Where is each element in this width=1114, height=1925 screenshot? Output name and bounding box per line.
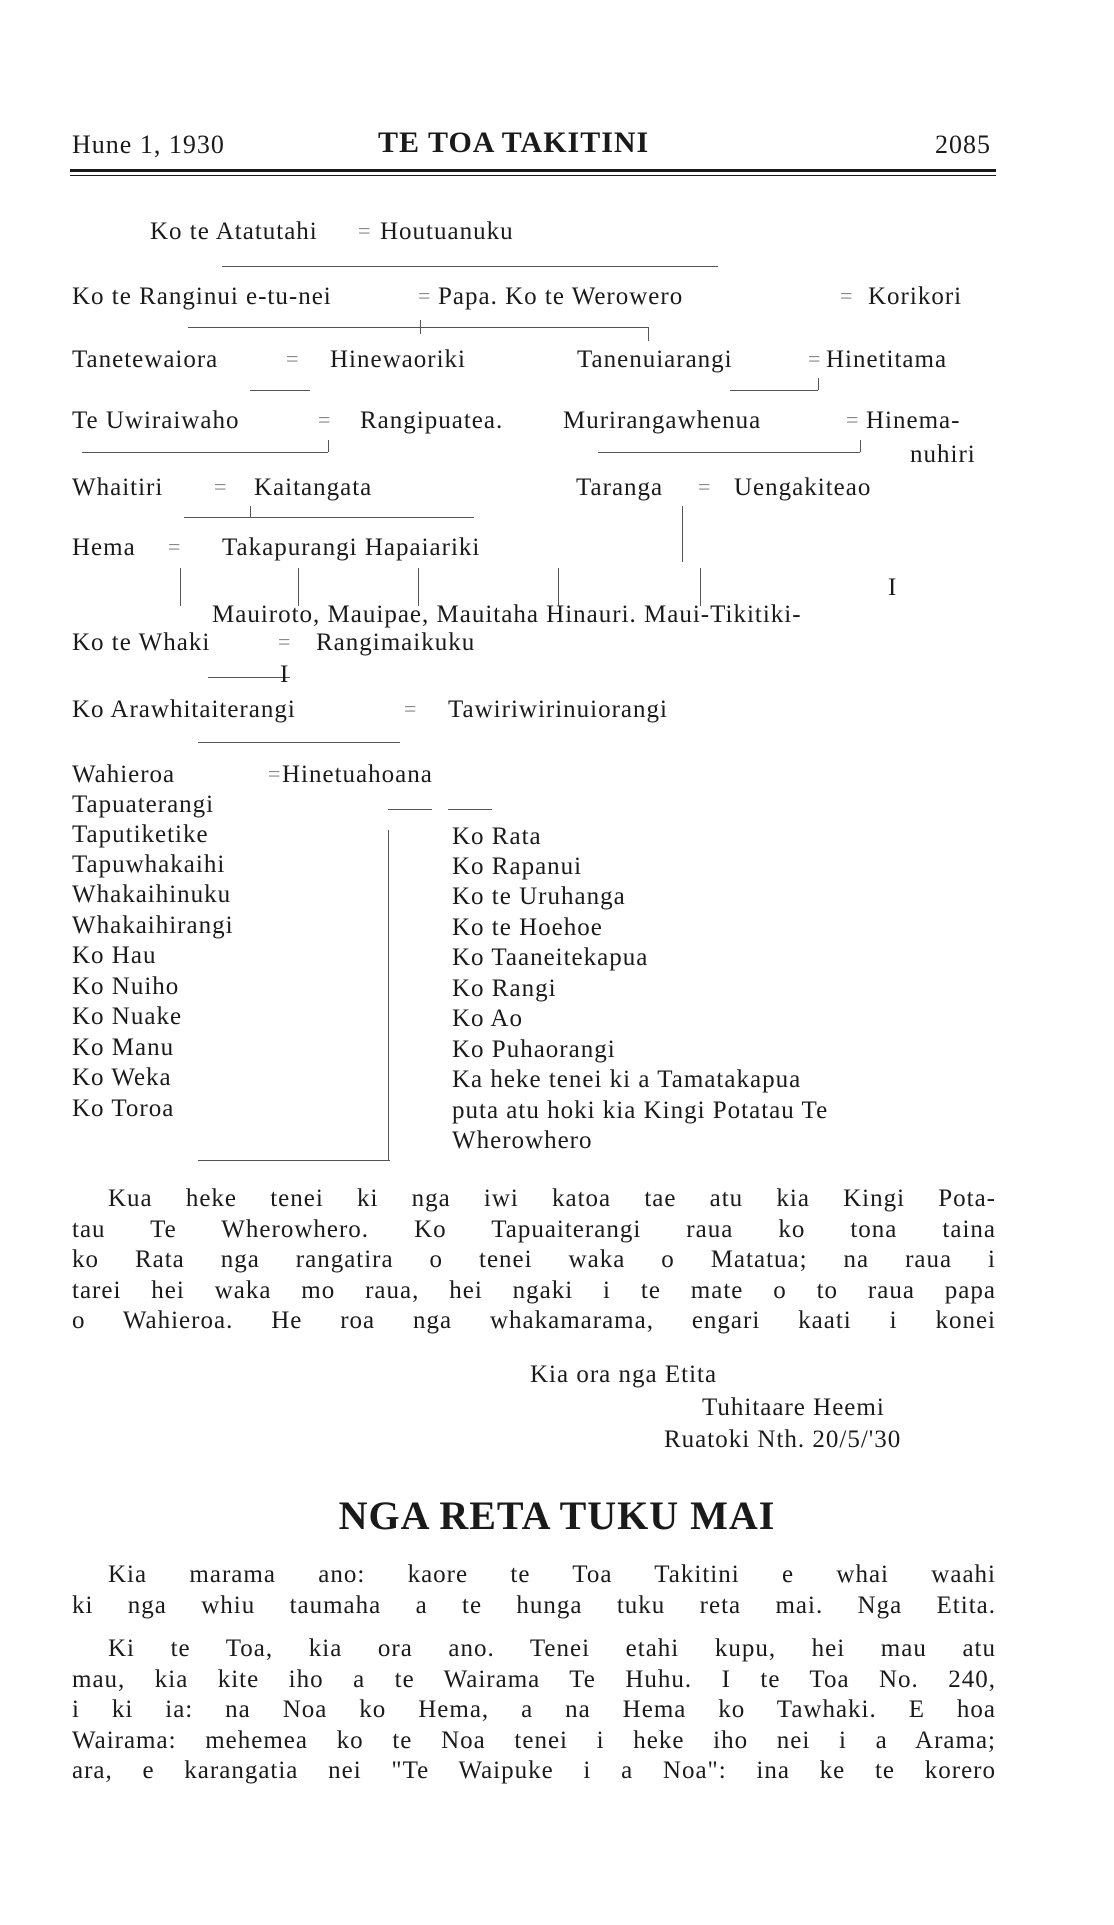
paragraph-line: ko Rata nga rangatira o tenei waka o Matatua; na raua i bbox=[72, 1246, 996, 1273]
paragraph-line: Kia marama ano: kaore te Toa Takitini e whai waahi bbox=[108, 1561, 996, 1588]
genealogy-name: Kaitangata bbox=[254, 474, 373, 501]
body-paragraph bbox=[72, 1184, 996, 1337]
genealogy-name: Korikori bbox=[868, 283, 963, 310]
page-title: TE TOA TAKITINI bbox=[378, 126, 650, 159]
list-item: Whakaihirangi bbox=[72, 912, 234, 939]
descent-line bbox=[648, 327, 649, 341]
genealogy-name: Rangimaikuku bbox=[316, 629, 476, 656]
descent-line bbox=[420, 320, 421, 334]
list-item: Ko te Uruhanga bbox=[452, 883, 626, 910]
marriage-sign: = bbox=[268, 761, 281, 786]
list-item: Ko Toroa bbox=[72, 1095, 175, 1122]
genealogy-name: Whaitiri bbox=[72, 474, 164, 501]
genealogy-name: nuhiri bbox=[910, 441, 976, 468]
genealogy-name: Hinetitama bbox=[826, 346, 948, 373]
list-item: puta atu hoki kia Kingi Potatau Te bbox=[452, 1097, 829, 1124]
marriage-sign: = bbox=[278, 629, 291, 654]
marriage-sign: = bbox=[214, 474, 227, 499]
marriage-sign: = bbox=[318, 407, 331, 432]
genealogy-name: Ko Arawhitaiterangi bbox=[72, 696, 296, 723]
list-item: Taputiketike bbox=[72, 821, 209, 848]
descent-line bbox=[388, 809, 432, 810]
list-item: Ko Rata bbox=[452, 823, 542, 850]
list-item: Ko Ao bbox=[452, 1005, 523, 1032]
marriage-sign: = bbox=[698, 474, 711, 499]
descent-line bbox=[818, 378, 819, 390]
signoff-name: Tuhitaare Heemi bbox=[702, 1394, 885, 1421]
descent-line bbox=[448, 809, 492, 810]
paragraph-line: tau Te Wherowhero. Ko Tapuaiterangi raua ko tona taina bbox=[72, 1215, 996, 1243]
header-date: Hune 1, 1930 bbox=[72, 130, 225, 159]
list-item: Ko te Hoehoe bbox=[452, 914, 603, 941]
list-item: Ko Puhaorangi bbox=[452, 1036, 616, 1063]
genealogy-name: Rangipuatea. bbox=[360, 407, 504, 434]
body-paragraph bbox=[72, 1634, 996, 1787]
list-item: Ko Rangi bbox=[452, 975, 557, 1002]
descent-line bbox=[188, 327, 648, 328]
genealogy-name: Taranga bbox=[576, 474, 664, 501]
paragraph-line: mau, kia kite iho a te Wairama Te Huhu. I te Toa No. 240, bbox=[72, 1665, 996, 1693]
list-item: Ko Manu bbox=[72, 1034, 175, 1061]
list-item: Whakaihinuku bbox=[72, 881, 232, 908]
list-item: Ko Hau bbox=[72, 942, 157, 969]
descent-line bbox=[598, 452, 860, 453]
signoff-greeting: Kia ora nga Etita bbox=[530, 1361, 718, 1388]
descent-line bbox=[208, 677, 290, 678]
marriage-sign: = bbox=[808, 346, 821, 371]
descent-line bbox=[730, 390, 818, 391]
list-item: Tapuwhakaihi bbox=[72, 851, 226, 878]
header-rule-thin bbox=[70, 175, 996, 176]
paragraph-line: ara, e karangatia nei "Te Waipuke i a Noa": ina ke te korero bbox=[72, 1757, 996, 1784]
genealogy-name: Ko te Atatutahi bbox=[150, 218, 318, 245]
genealogy-name: Uengakiteao bbox=[734, 474, 872, 501]
genealogy-name: Tanetewaiora bbox=[72, 346, 219, 373]
list-item: Ko Rapanui bbox=[452, 853, 583, 880]
list-item: Tapuaterangi bbox=[72, 791, 215, 818]
paragraph-line: Kua heke tenei ki nga iwi katoa tae atu kia Kingi Pota- bbox=[108, 1185, 996, 1212]
genealogy-name: Mauiroto, Mauipae, Mauitaha Hinauri. Maui-Tikitiki- bbox=[212, 601, 802, 628]
genealogy-name: Wahieroa bbox=[72, 761, 176, 788]
genealogy-name: Tawiriwirinuiorangi bbox=[448, 696, 668, 723]
genealogy-name: Takapurangi Hapaiariki bbox=[222, 534, 481, 561]
genealogy-name: Ko te Whaki bbox=[72, 629, 211, 656]
descent-line bbox=[222, 266, 718, 267]
marriage-sign: = bbox=[418, 283, 431, 308]
paragraph-line: Ki te Toa, kia ora ano. Tenei etahi kupu, hei mau atu bbox=[108, 1635, 996, 1662]
genealogy-name: Houtuanuku bbox=[380, 218, 514, 245]
descent-line bbox=[82, 452, 328, 453]
descent-line bbox=[198, 1160, 390, 1161]
descent-line bbox=[180, 568, 181, 606]
descent-line bbox=[388, 830, 389, 1160]
marriage-sign: = bbox=[286, 346, 299, 371]
list-item: Ko Taaneitekapua bbox=[452, 944, 649, 971]
header-rule-thick bbox=[70, 169, 996, 172]
marriage-sign: = bbox=[404, 696, 417, 721]
list-item: Ko Nuiho bbox=[72, 973, 180, 1000]
genealogy-name: Hinewaoriki bbox=[330, 346, 466, 373]
list-item: Wherowhero bbox=[452, 1127, 593, 1154]
marriage-sign: = bbox=[168, 534, 181, 559]
paragraph-line: tarei hei waka mo raua, hei ngaki i te mate o to raua papa bbox=[72, 1276, 996, 1304]
descent-line bbox=[682, 506, 683, 530]
bar-glyph: I bbox=[280, 661, 290, 688]
paragraph-line: o Wahieroa. He roa nga whakamarama, engari kaati i konei bbox=[72, 1307, 996, 1334]
genealogy-name: Hinetuahoana bbox=[282, 761, 433, 788]
marriage-sign: = bbox=[840, 283, 853, 308]
bar-glyph: I bbox=[888, 574, 898, 601]
descent-line bbox=[184, 517, 474, 518]
marriage-sign: = bbox=[846, 407, 859, 432]
list-item: Ko Nuake bbox=[72, 1003, 183, 1030]
genealogy-name: Ko te Ranginui e-tu-nei bbox=[72, 283, 332, 310]
descent-line bbox=[328, 440, 329, 452]
list-item: Ka heke tenei ki a Tamatakapua bbox=[452, 1066, 802, 1093]
genealogy-name: Tanenuiarangi bbox=[577, 346, 733, 373]
genealogy-name: Papa. Ko te Werowero bbox=[438, 283, 684, 310]
genealogy-name: Murirangawhenua bbox=[563, 407, 762, 434]
descent-line bbox=[250, 506, 251, 518]
list-item: Ko Weka bbox=[72, 1064, 172, 1091]
marriage-sign: = bbox=[358, 218, 371, 243]
body-paragraph bbox=[72, 1560, 996, 1621]
genealogy-name: Hinema- bbox=[866, 407, 961, 434]
genealogy-name: Te Uwiraiwaho bbox=[72, 407, 240, 434]
descent-line bbox=[860, 440, 861, 452]
page-number: 2085 bbox=[935, 130, 991, 159]
genealogy-name: Hema bbox=[72, 534, 136, 561]
section-heading: NGA RETA TUKU MAI bbox=[338, 1493, 776, 1538]
paragraph-line: ki nga whiu taumaha a te hunga tuku reta mai. Nga Etita. bbox=[72, 1591, 996, 1619]
descent-line bbox=[250, 390, 310, 391]
descent-line bbox=[198, 742, 400, 743]
paragraph-line: Wairama: mehemea ko te Noa tenei i heke iho nei i a Arama; bbox=[72, 1726, 996, 1754]
paragraph-line: i ki ia: na Noa ko Hema, a na Hema ko Tawhaki. E hoa bbox=[72, 1696, 996, 1723]
descent-line bbox=[682, 530, 683, 562]
signoff-place-date: Ruatoki Nth. 20/5/'30 bbox=[664, 1426, 902, 1453]
